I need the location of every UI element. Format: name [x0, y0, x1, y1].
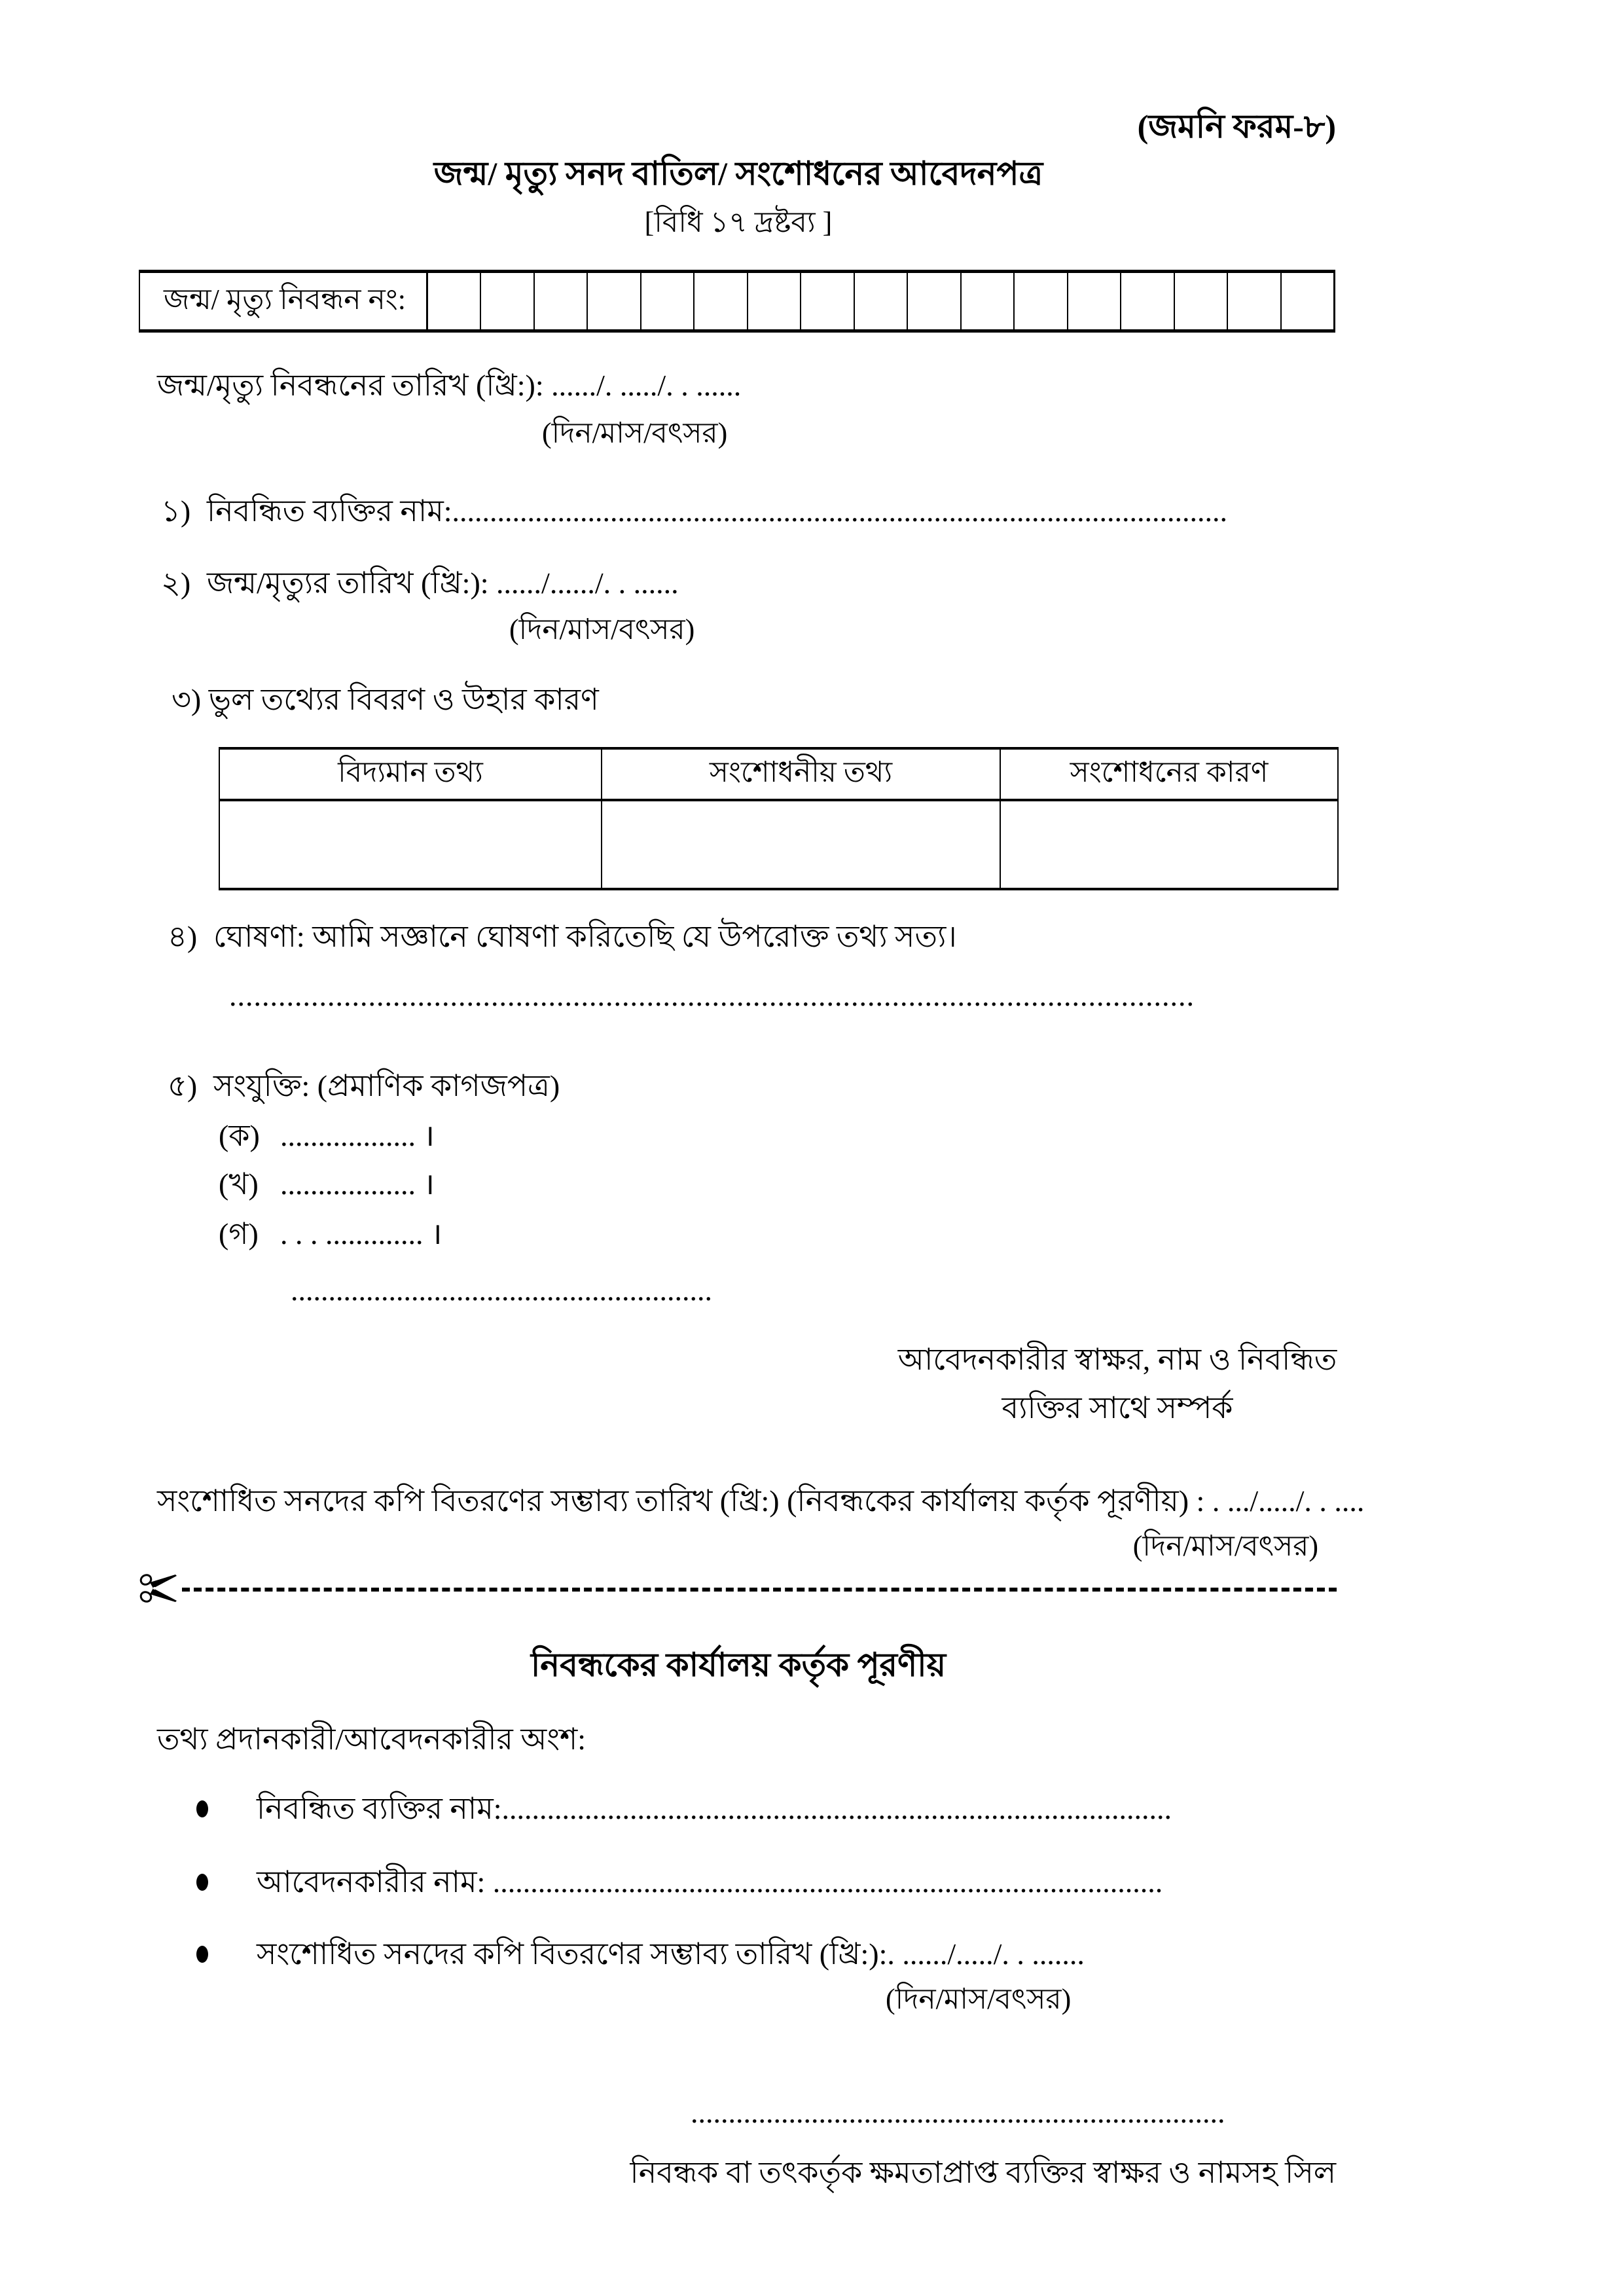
attachments-heading [168, 1071, 560, 1101]
birth-death-date-field[interactable] [161, 568, 679, 598]
item-number: ৫) [168, 1069, 198, 1102]
applicant-signature-caption [851, 1336, 1384, 1432]
column-header-existing-info: বিদ্যমান তথ্য [219, 748, 602, 800]
registration-digit-cell[interactable] [641, 273, 695, 329]
attachment-dots: . . . ............. । [280, 1217, 442, 1250]
office-applicant-name-field[interactable] [196, 1867, 1163, 1897]
corrected-info-cell[interactable] [602, 800, 1000, 889]
bullet-icon [196, 1874, 208, 1891]
bullet-icon [196, 1800, 208, 1817]
registration-number-label: জন্ম/ মৃত্যু নিবন্ধন নং: [140, 273, 428, 329]
registration-digit-cell[interactable] [695, 273, 748, 329]
registration-digit-cell[interactable] [855, 273, 908, 329]
dashed-cut-line [182, 1588, 1337, 1592]
info-part-label: তথ্য প্রদানকারী/আবেদনকারীর অংশ: [157, 1722, 586, 1756]
form-code: (জমনি ফরম-৮) [1137, 108, 1336, 145]
registration-digit-cell[interactable] [1282, 273, 1333, 329]
registration-digit-cell[interactable] [1121, 273, 1174, 329]
applicant-signature-line[interactable]: ........................................................ [291, 1273, 712, 1307]
table-row [219, 800, 1338, 889]
item-number: ২) [161, 566, 191, 600]
attachment-letter: (গ) [219, 1217, 259, 1250]
cut-line [139, 1573, 1337, 1604]
item-text: নিবন্ধিত ব্যক্তির নাম:....................................................................................................... [207, 494, 1228, 528]
attachment-dots: .................. । [280, 1167, 435, 1201]
column-header-correction-reason: সংশোধনের কারণ [1000, 748, 1338, 800]
attachment-field-ka[interactable] [219, 1121, 435, 1151]
correction-table [219, 747, 1339, 890]
registration-digit-cell[interactable] [1175, 273, 1228, 329]
existing-info-cell[interactable] [219, 800, 602, 889]
declaration-signature-line[interactable]: ...................................................................................................................... [229, 979, 1195, 1012]
attachment-letter: (ক) [219, 1119, 260, 1152]
item-text: ঘোষণা: আমি সজ্ঞানে ঘোষণা করিতেছি যে উপরোক্ত তথ্য সত্য। [213, 920, 957, 953]
page-title: জন্ম/ মৃত্যু সনদ বাতিল/ সংশোধনের আবেদনপত্র [433, 155, 1043, 192]
bullet-text: আবেদনকারীর নাম: ......................................................................................... [257, 1865, 1163, 1899]
bullet-text: সংশোধিত সনদের কপি বিতরণের সম্ভাব্য তারিখ (খ্রি:):. ....../...../. . ....... [257, 1937, 1085, 1971]
registration-digit-cell[interactable] [428, 273, 481, 329]
applicant-signature-line2: ব্যক্তির সাথে সম্পর্ক [1001, 1391, 1233, 1425]
office-registered-person-name-field[interactable] [196, 1794, 1172, 1824]
declaration [168, 922, 957, 952]
attachment-dots: .................. । [280, 1119, 435, 1152]
registration-digit-cell[interactable] [588, 273, 641, 329]
delivery-date-field[interactable]: সংশোধিত সনদের কপি বিতরণের সম্ভাব্য তারিখ (খ্রি:) (নিবন্ধকের কার্যালয় কর্তৃক পূরণীয়) : . .../...../. . .... [157, 1484, 1365, 1518]
page-subtitle: [বিধি ১৭ দ্রষ্টব্য ] [644, 206, 833, 238]
office-section-heading: নিবন্ধকের কার্যালয় কর্তৃক পূরণীয় [530, 1647, 947, 1683]
bullet-text: নিবন্ধিত ব্যক্তির নাম:......................................................................................... [257, 1792, 1172, 1825]
registrar-signature-line[interactable]: ....................................................................... [691, 2096, 1225, 2129]
item-number: ৪) [168, 920, 198, 953]
registration-digit-cell[interactable] [535, 273, 588, 329]
registrar-signature-caption: নিবন্ধক বা তৎকর্তৃক ক্ষমতাপ্রাপ্ত ব্যক্তির স্বাক্ষর ও নামসহ সিল [630, 2156, 1336, 2189]
correction-reason-cell[interactable] [1000, 800, 1338, 889]
registered-person-name-field[interactable] [161, 496, 1227, 526]
attachment-field-ga[interactable] [219, 1219, 442, 1249]
wrong-info-heading: ৩) ভুল তথ্যের বিবরণ ও উহার কারণ [171, 683, 599, 716]
item-number: ১) [161, 494, 191, 528]
registration-digit-cell[interactable] [1068, 273, 1121, 329]
item-text: সংযুক্তি: (প্রমাণিক কাগজপত্র) [213, 1069, 560, 1102]
delivery-date-hint: (দিন/মাস/বৎসর) [1132, 1530, 1318, 1562]
registration-digit-cell[interactable] [801, 273, 854, 329]
item-text: জন্ম/মৃত্যুর তারিখ (খ্রি:): ....../....../. . ...... [207, 566, 679, 600]
registration-digit-cell[interactable] [962, 273, 1015, 329]
bullet-icon [196, 1946, 208, 1963]
registration-digit-cell[interactable] [908, 273, 961, 329]
registration-digit-cell[interactable] [1015, 273, 1068, 329]
office-delivery-date-hint: (দিন/মাস/বৎসর) [886, 1983, 1072, 2015]
registration-number-box [139, 270, 1335, 333]
attachment-field-kha[interactable] [219, 1169, 435, 1199]
column-header-corrected-info: সংশোধনীয় তথ্য [602, 748, 1000, 800]
registration-digit-cell[interactable] [481, 273, 534, 329]
attachment-letter: (খ) [219, 1167, 259, 1201]
registration-date-hint: (দিন/মাস/বৎসর) [542, 417, 728, 449]
table-header-row [219, 748, 1338, 800]
office-delivery-date-field[interactable] [196, 1939, 1085, 1969]
applicant-signature-line1: আবেদনকারীর স্বাক্ষর, নাম ও নিবন্ধিত [897, 1343, 1337, 1376]
scissors-icon [139, 1573, 178, 1603]
registration-date-field[interactable]: জন্ম/মৃত্যু নিবন্ধনের তারিখ (খ্রি:): ....../. ...../. . ...... [157, 369, 742, 402]
birth-death-date-hint: (দিন/মাস/বৎসর) [509, 613, 695, 646]
registration-digit-cell[interactable] [1228, 273, 1281, 329]
registration-digit-cell[interactable] [748, 273, 801, 329]
